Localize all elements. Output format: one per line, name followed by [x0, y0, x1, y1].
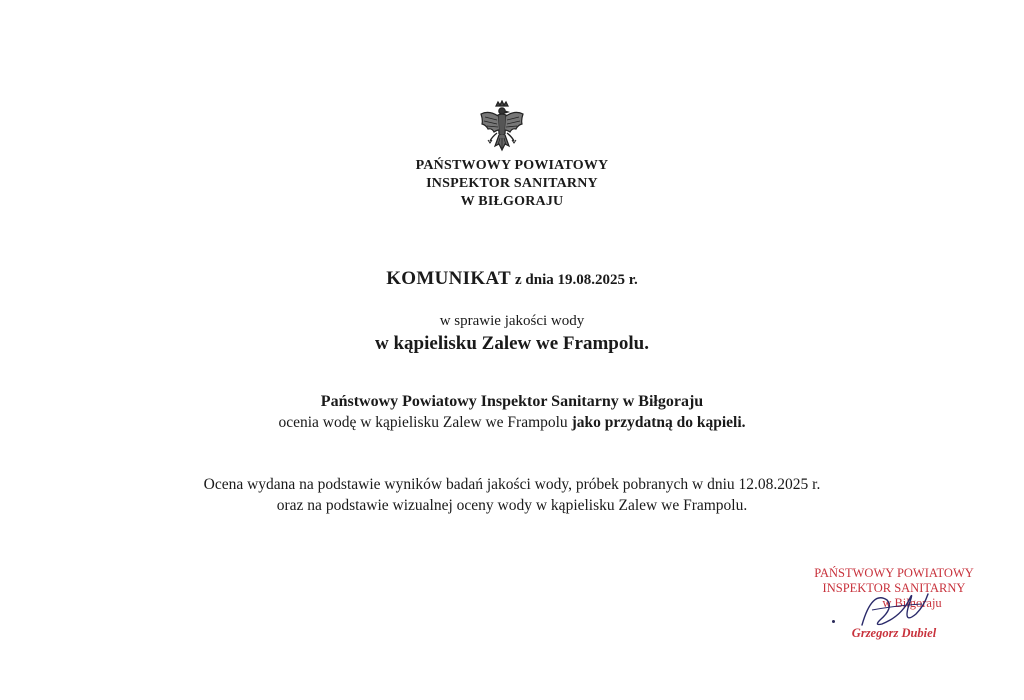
place-line: w kąpielisku Zalew we Frampolu. [375, 333, 649, 354]
title-main: KOMUNIKAT [386, 268, 511, 289]
assessor-line: Państwowy Powiatowy Inspektor Sanitarny w Biłgoraju [320, 393, 704, 410]
stamp-name: Grzegorz Dubiel [851, 626, 937, 640]
stamp-line-3: w Biłgoraju [882, 596, 942, 610]
stamp-line-2: INSPEKTOR SANITARNY [822, 581, 966, 595]
ink-dot [832, 620, 835, 623]
basis-line-1: Ocena wydana na podstawie wyników badań jakości wody, próbek pobranych w dniu 12.08.2025 r. [203, 476, 821, 493]
header-line-2: INSPEKTOR SANITARNY [426, 176, 598, 191]
stamp-line-1: PAŃSTWOWY POWIATOWY [814, 566, 974, 580]
assessment-line [0, 414, 1024, 432]
assessment-verdict: jako przydatną do kąpieli. [571, 414, 746, 431]
title-date: z dnia 19.08.2025 r. [515, 272, 638, 288]
document-title [0, 268, 1024, 290]
basis-line-2: oraz na podstawie wizualnej oceny wody w kąpielisku Zalew we Frampolu. [276, 497, 748, 514]
eagle-emblem-icon [477, 100, 527, 156]
header-line-3: W BIŁGORAJU [460, 194, 564, 209]
subject-line: w sprawie jakości wody [439, 313, 585, 329]
assessment-text: ocenia wodę w kąpielisku Zalew we Frampolu [278, 414, 568, 431]
header-line-1: PAŃSTWOWY POWIATOWY [415, 158, 609, 173]
